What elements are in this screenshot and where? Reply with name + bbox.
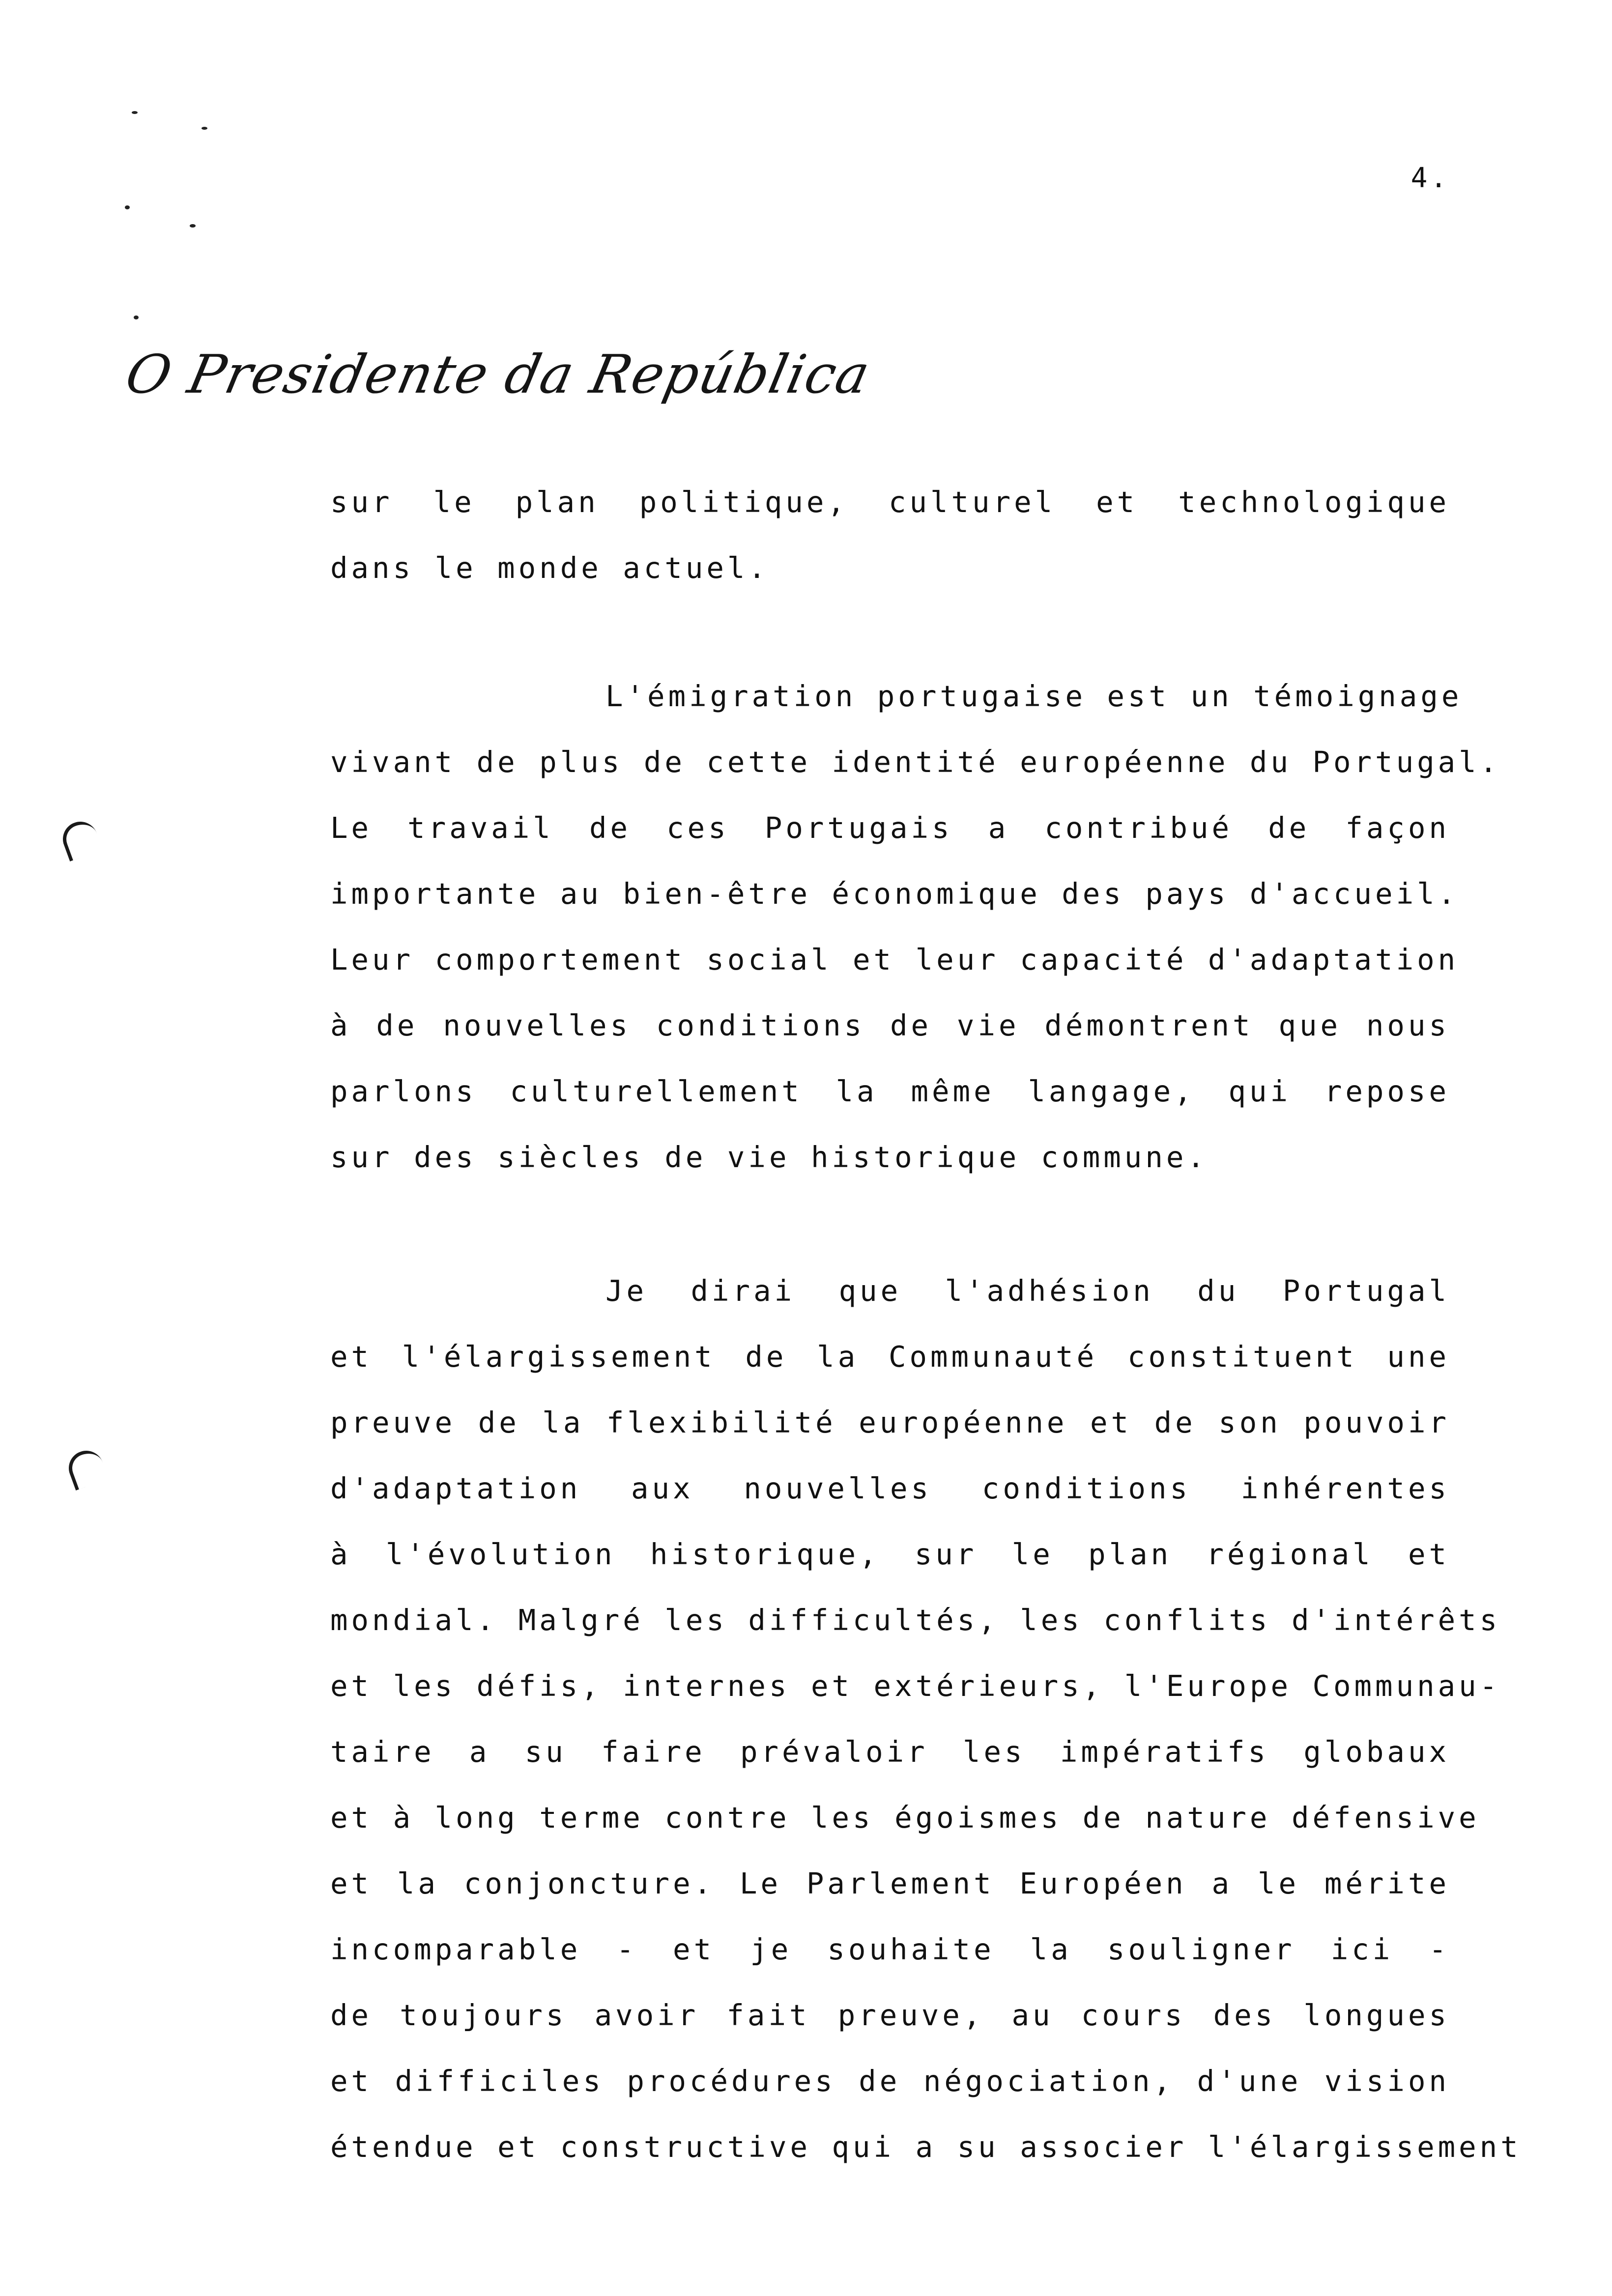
scan-speck [202, 127, 207, 130]
text-line: importante au bien-être économique des pays d'accueil. [330, 877, 1459, 911]
text-line: et à long terme contre les égoismes de nature défensive [330, 1801, 1480, 1835]
text-line: Leur comportement social et leur capacité d'adaptation [330, 943, 1459, 976]
scan-speck [132, 111, 138, 114]
scan-speck [134, 316, 139, 319]
text-line: et l'élargissement de la Communauté constituent une [330, 1340, 1450, 1374]
text-line: à l'évolution historique, sur le plan régional et [330, 1537, 1450, 1571]
text-line: et la conjoncture. Le Parlement Européen a le mérite [330, 1866, 1450, 1900]
scan-speck [190, 224, 196, 228]
text-line: sur des siècles de vie historique commune. [330, 1140, 1208, 1174]
punch-hole-mark [58, 817, 103, 861]
paragraph-3 [330, 1258, 1522, 2180]
text-line: sur le plan politique, culturel et technologique [330, 485, 1450, 519]
text-line: L'émigration portugaise est un témoignage [605, 679, 1463, 713]
text-line: et les défis, internes et extérieurs, l'Europe Communau- [330, 1669, 1501, 1703]
text-line: Le travail de ces Portugais a contribué de façon [330, 811, 1450, 845]
text-line: incomparable - et je souhaite la souligner ici - [330, 1932, 1450, 1966]
text-line: taire a su faire prévaloir les impératifs globaux [330, 1735, 1450, 1769]
punch-hole-mark [64, 1446, 109, 1491]
scan-speck [125, 205, 130, 209]
text-line: de toujours avoir fait preuve, au cours des longues [330, 1998, 1450, 2032]
text-line: parlons culturellement la même langage, qui repose [330, 1074, 1450, 1108]
text-line: dans le monde actuel. [330, 551, 769, 585]
letterhead: O Presidente da República [120, 344, 876, 405]
text-line: étendue et constructive qui a su associer l'élargissement [330, 2130, 1522, 2164]
paragraph-2 [330, 663, 1501, 1190]
page-number: 4. [1410, 162, 1450, 194]
text-line: mondial. Malgré les difficultés, les conflits d'intérêts [330, 1603, 1501, 1637]
text-line: d'adaptation aux nouvelles conditions inhérentes [330, 1471, 1450, 1505]
text-line: à de nouvelles conditions de vie démontrent que nous [330, 1008, 1450, 1042]
text-line: preuve de la flexibilité européenne et de son pouvoir [330, 1406, 1450, 1439]
text-line: Je dirai que l'adhésion du Portugal [605, 1274, 1450, 1308]
text-line: et difficiles procédures de négociation, d'une vision [330, 2064, 1450, 2098]
text-line: vivant de plus de cette identité européenne du Portugal. [330, 745, 1501, 779]
paragraph-1 [330, 469, 1450, 601]
